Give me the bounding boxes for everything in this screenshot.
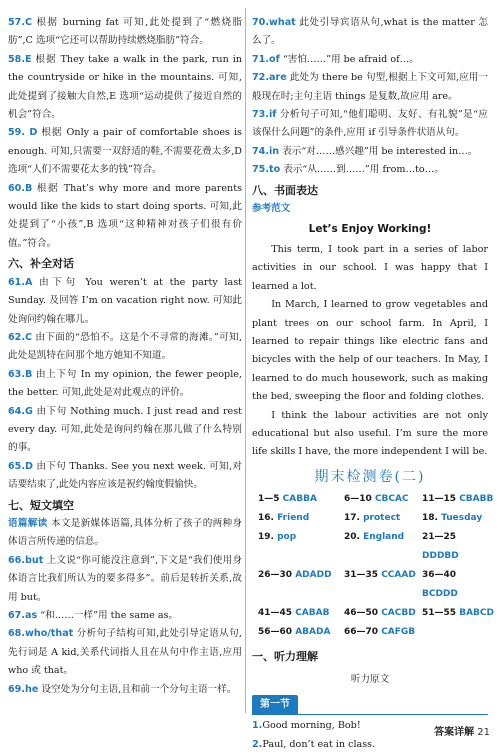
- answer-explanation: 根据 They take a walk in the park, run in the countryside or hike in the mountains. 可知,此处提到了接触大自然,E 选项“运动提供了接近自然的机会”符合。: [8, 53, 242, 121]
- line-number: 2.: [252, 738, 263, 750]
- answer-range: 56—60: [258, 627, 293, 638]
- answer-item: [252, 69, 488, 106]
- answer-value: Tuesday: [441, 513, 483, 524]
- answer-explanation: 根据 That’s why more and more parents would like the kids to start doing sports. 可知,此处提到了“小孩”,B 选项“这种精神对孩子们很有价值。”符合。: [8, 182, 242, 249]
- answer-cell: [344, 604, 422, 623]
- answer-number: 58.E: [8, 53, 32, 65]
- answer-range: 66—70: [344, 627, 379, 638]
- answer-range: 31—35: [344, 570, 379, 581]
- answer-item: [8, 274, 242, 329]
- section-title-listening: 一、听力理解: [252, 650, 318, 664]
- answer-item: [8, 124, 242, 179]
- right-column: [252, 14, 494, 754]
- answer-item: [8, 14, 242, 51]
- answer-number: 73.if: [252, 109, 277, 121]
- answer-explanation: 表示“对……感兴趣”用 be interested in…。: [282, 145, 478, 157]
- answer-range: 6—10: [344, 494, 372, 505]
- line-number: 1.: [252, 720, 263, 732]
- answer-cell: [422, 490, 494, 509]
- answer-explanation: 上文说“你可能没注意到”,下文是“我们使用身体语言比我们所认为的要多得多”。前后是转折关系,故用 but。: [8, 554, 242, 603]
- answer-item: [8, 180, 242, 254]
- answer-explanation: 此处为 there be 句型,根据上下文可知,应用一般现在时;主句主语 things 是复数,故应用 are。: [252, 72, 488, 102]
- answer-range: 19.: [258, 532, 274, 543]
- answer-cell: [258, 604, 344, 623]
- answer-item: [8, 329, 242, 366]
- answer-range: 26—30: [258, 570, 293, 581]
- page-footer: [434, 724, 490, 742]
- section-title-writing: 八、书面表达: [252, 183, 318, 197]
- answer-explanation: 表示“从……到……”用 from…to…。: [283, 164, 444, 176]
- answer-cell: [344, 623, 422, 642]
- answer-cell: [344, 490, 422, 509]
- answer-range: 11—15: [422, 494, 457, 505]
- answer-number: 60.B: [8, 182, 33, 194]
- answer-value: England: [363, 532, 405, 543]
- answer-item: [8, 366, 242, 403]
- answer-explanation: 由下句 Nothing much. I just read and rest every day. 可知,此处是询问约翰在那儿做了什么特别的事。: [8, 405, 242, 454]
- answer-value: BCDDD: [422, 589, 458, 600]
- answer-number: 65.D: [8, 460, 33, 472]
- answer-value: CCAAD: [381, 570, 416, 581]
- answer-item: [252, 14, 488, 51]
- essay-paragraph: In March, I learned to grow vegetables and plant trees on our school farm. In April, I learned to repair things like electric fans and bicycles with the help of our teachers. In May, I learned to do much housework, such as making the bed, sweeping the floor and folding clothes.: [252, 299, 488, 403]
- answer-item: [8, 458, 242, 495]
- answer-number: 70.what: [252, 17, 296, 28]
- answer-range: 16.: [258, 513, 274, 524]
- answer-item: [8, 681, 242, 699]
- answer-number: 75.to: [252, 164, 281, 176]
- answer-number: 63.B: [8, 368, 33, 380]
- answer-cell: [258, 509, 344, 528]
- answer-explanation: 分析句子可知,“他们聪明、友好、有礼貌”是“应该保什么问题”的条件,应用 if 引导条件状语从句。: [252, 109, 488, 139]
- answer-value: CAFGB: [381, 627, 416, 638]
- answer-range: 51—55: [422, 608, 457, 619]
- section-title-dialogue: 六、补全对话: [8, 257, 74, 271]
- answer-value: ADADD: [295, 570, 332, 581]
- answer-cell: [422, 509, 494, 528]
- answer-list-b: [252, 14, 488, 180]
- answer-item: [252, 161, 488, 179]
- answer-number: 57.C: [8, 17, 33, 28]
- essay-paragraph: This term, I took part in a series of labor activities in our school. I was happy that I learned a lot.: [252, 243, 488, 292]
- answer-explanation: 根据 burning fat 可知,此处提到了“燃烧脂肪”,C 选项“它还可以帮助持续燃烧脂肪”符合。: [8, 17, 242, 47]
- answer-cell: [258, 566, 344, 604]
- column-divider: [245, 8, 246, 713]
- answer-number: 68.who/that: [8, 628, 74, 640]
- answer-range: 20.: [344, 532, 360, 543]
- answer-explanation: “和……一样”用 the same as。: [40, 610, 179, 621]
- page-number: 21: [477, 726, 490, 738]
- answer-number: 59. D: [8, 127, 38, 139]
- answer-explanation: 根据 Only a pair of comfortable shoes is enough. 可知,只需要一双舒适的鞋,不需要花费太多,D 选项“人们不需要花太多的钱”符合。: [8, 127, 242, 176]
- answer-value: ABADA: [295, 627, 331, 638]
- guide-text: 本文是新媒体语篇,具体分析了孩子的两种身体语言所传递的信息。: [8, 517, 242, 548]
- answer-cell: [344, 528, 422, 566]
- answer-range: 1—5: [258, 494, 280, 505]
- answer-cell: [258, 623, 344, 642]
- answer-item: [8, 625, 242, 680]
- answer-range: 41—45: [258, 608, 293, 619]
- answer-number: 71.of: [252, 53, 280, 65]
- answer-value: DDDBD: [422, 551, 459, 562]
- passage-guide: [8, 515, 242, 552]
- answer-item: [8, 607, 242, 625]
- answer-number: 67.as: [8, 610, 38, 621]
- answer-explanation: “害怕……”用 be afraid of…。: [282, 53, 419, 65]
- answer-explanation: 由下句 Thanks. See you next week. 可知,对话要结束了,此处内容应该是祝约翰度假愉快。: [8, 460, 242, 491]
- answer-cell: [258, 528, 344, 566]
- answer-value: pop: [277, 532, 297, 543]
- answer-number: 62.C: [8, 331, 33, 343]
- answer-value: BABCD: [459, 608, 494, 619]
- answer-value: CABAB: [295, 608, 330, 619]
- left-column: [8, 14, 242, 699]
- answer-cell: [422, 623, 494, 642]
- answer-cell: [422, 604, 494, 623]
- answer-grid: [258, 490, 494, 642]
- listening-subtitle: 听力原文: [350, 673, 390, 685]
- answer-list-dialogue: [8, 274, 242, 495]
- answer-range: 46—50: [344, 608, 379, 619]
- answer-cell: [344, 566, 422, 604]
- answer-list-a: [8, 14, 242, 253]
- answer-value: CABBA: [282, 494, 317, 505]
- answer-range: 21—25: [422, 532, 457, 543]
- essay-body: [252, 241, 488, 462]
- answer-item: [252, 106, 488, 143]
- answer-value: Friend: [277, 513, 310, 524]
- footer-brand: 答案详解: [434, 726, 475, 738]
- answer-range: 18.: [422, 513, 438, 524]
- answer-cell: [422, 528, 494, 566]
- answer-cell: [344, 509, 422, 528]
- guide-tag: 语篇解读: [8, 517, 48, 529]
- essay-title: Let’s Enjoy Working!: [308, 223, 432, 236]
- answer-cell: [422, 566, 494, 604]
- answer-explanation: 设空处为分句主语,且和前一个分句主语一样。: [41, 683, 237, 695]
- answer-cell: [258, 490, 344, 509]
- section-title-cloze: 七、短文填空: [8, 498, 74, 512]
- answer-value: CBABB: [459, 494, 494, 505]
- answer-number: 72.are: [252, 72, 287, 84]
- answer-explanation: 分析句子结构可知,此处引导定语从句,先行词是 A kid,关系代词指人且在从句中作主语,应用 who 或 that。: [8, 628, 242, 677]
- answer-range: 36—40: [422, 570, 457, 581]
- answer-item: [8, 552, 242, 607]
- answer-list-cloze: [8, 552, 242, 699]
- essay-paragraph: I think the labour activities are not only educational but also useful. I’m sure the more life skills I have, the more independent I will be.: [252, 409, 488, 458]
- answer-item: [252, 143, 488, 161]
- sample-tag: 参考范文: [252, 203, 291, 215]
- answer-value: CACBD: [381, 608, 416, 619]
- line-text: Paul, don’t eat in class.: [262, 738, 376, 750]
- answer-number: 74.in: [252, 145, 280, 157]
- answer-explanation: 由上下句 In my opinion, the fewer people, the better. 可知,此处是对此观点的评价。: [8, 368, 242, 399]
- exam-title: 期末检测卷(二): [314, 468, 426, 485]
- answer-value: protect: [363, 513, 401, 524]
- answer-explanation: 此处引导宾语从句,what is the matter 怎么了。: [252, 17, 488, 47]
- answer-range: 17.: [344, 513, 360, 524]
- answer-number: 69.he: [8, 683, 39, 695]
- answer-number: 61.A: [8, 276, 33, 288]
- answer-item: [252, 51, 488, 69]
- line-text: Good morning, Bob!: [262, 720, 361, 732]
- answer-value: CBCAC: [374, 494, 409, 505]
- answer-number: 66.but: [8, 554, 44, 566]
- section-box: 第一节: [252, 695, 298, 715]
- answer-item: [8, 403, 242, 458]
- answer-explanation: 由下面的“恐怕不。这是个不寻常的海滩。”可知,此处是凯特在问那个地方她知不知道。: [8, 331, 242, 362]
- answer-number: 64.G: [8, 405, 33, 417]
- answer-item: [8, 51, 242, 125]
- answer-explanation: 由下句 You weren’t at the party last Sunday. 及回答 I’m on vacation right now. 可知此处询问约翰在哪儿。: [8, 276, 242, 325]
